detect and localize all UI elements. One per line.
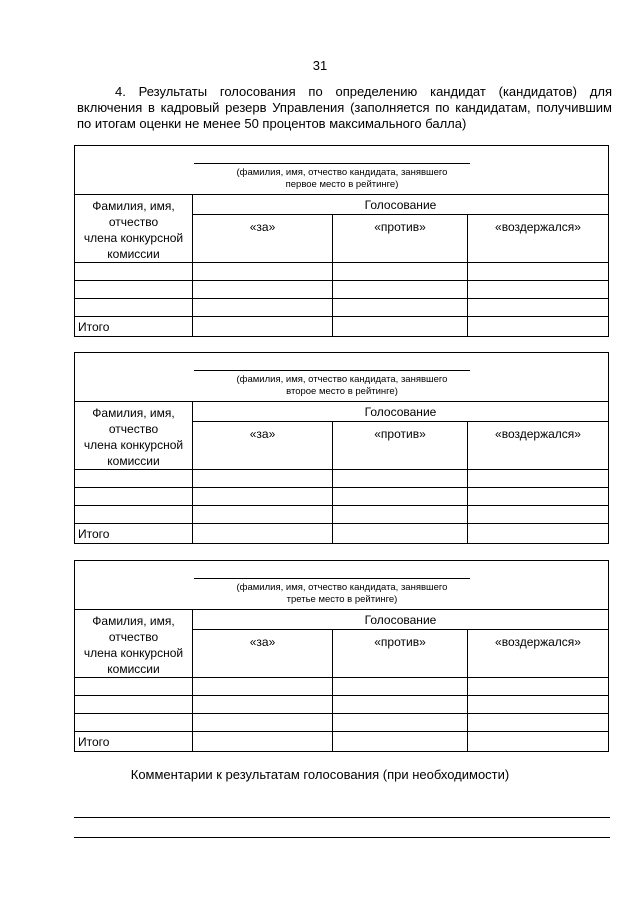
table-row — [75, 696, 609, 714]
total-against-cell[interactable] — [333, 524, 468, 544]
against-cell[interactable] — [333, 488, 468, 506]
voting-table-third-place — [74, 560, 609, 752]
for-cell[interactable] — [193, 281, 333, 299]
page-number: 31 — [312, 58, 328, 73]
against-cell[interactable] — [333, 678, 468, 696]
for-header: «за» — [193, 215, 333, 263]
member-cell[interactable] — [75, 281, 193, 299]
abstained-cell[interactable] — [468, 678, 609, 696]
total-for-cell[interactable] — [193, 732, 333, 752]
total-abstained-cell[interactable] — [468, 317, 609, 337]
table-row — [75, 678, 609, 696]
for-cell[interactable] — [193, 470, 333, 488]
abstained-header: «воздержался» — [468, 630, 609, 678]
member-column-header: Фамилия, имя, отчество члена конкурсной комиссии — [75, 195, 193, 263]
against-header: «против» — [333, 422, 468, 470]
abstained-cell[interactable] — [468, 714, 609, 732]
member-cell[interactable] — [75, 714, 193, 732]
member-cell[interactable] — [75, 299, 193, 317]
table-row — [75, 281, 609, 299]
for-cell[interactable] — [193, 678, 333, 696]
total-row — [75, 524, 609, 544]
total-abstained-cell[interactable] — [468, 732, 609, 752]
total-against-cell[interactable] — [333, 317, 468, 337]
abstained-header: «воздержался» — [468, 215, 609, 263]
voting-header: Голосование — [193, 402, 609, 422]
against-cell[interactable] — [333, 696, 468, 714]
candidate-caption: (фамилия, имя, отчество кандидата, занявшего второе место в рейтинге) — [236, 374, 448, 397]
voting-header: Голосование — [193, 195, 609, 215]
table-row — [75, 263, 609, 281]
abstained-cell[interactable] — [468, 506, 609, 524]
abstained-cell[interactable] — [468, 263, 609, 281]
candidate-name-cell[interactable] — [75, 146, 609, 195]
candidate-caption: (фамилия, имя, отчество кандидата, занявшего третье место в рейтинге) — [236, 582, 448, 605]
member-cell[interactable] — [75, 470, 193, 488]
against-cell[interactable] — [333, 506, 468, 524]
total-row — [75, 317, 609, 337]
for-cell[interactable] — [193, 488, 333, 506]
for-cell[interactable] — [193, 506, 333, 524]
for-header: «за» — [193, 630, 333, 678]
against-cell[interactable] — [333, 299, 468, 317]
member-cell[interactable] — [75, 263, 193, 281]
against-cell[interactable] — [333, 470, 468, 488]
comment-line[interactable] — [74, 817, 610, 818]
against-header: «против» — [333, 630, 468, 678]
for-cell[interactable] — [193, 714, 333, 732]
against-cell[interactable] — [333, 714, 468, 732]
against-header: «против» — [333, 215, 468, 263]
abstained-cell[interactable] — [468, 470, 609, 488]
voting-table-second-place — [74, 352, 609, 544]
candidate-name-cell[interactable] — [75, 561, 609, 610]
total-abstained-cell[interactable] — [468, 524, 609, 544]
for-cell[interactable] — [193, 263, 333, 281]
for-header: «за» — [193, 422, 333, 470]
table-row — [75, 299, 609, 317]
candidate-caption: (фамилия, имя, отчество кандидата, занявшего первое место в рейтинге) — [236, 167, 448, 190]
member-cell[interactable] — [75, 488, 193, 506]
total-for-cell[interactable] — [193, 524, 333, 544]
table-row — [75, 470, 609, 488]
against-cell[interactable] — [333, 263, 468, 281]
total-label: Итого — [75, 524, 193, 544]
member-cell[interactable] — [75, 678, 193, 696]
total-row — [75, 732, 609, 752]
member-cell[interactable] — [75, 506, 193, 524]
voting-table-first-place — [74, 145, 609, 337]
member-column-header: Фамилия, имя, отчество члена конкурсной комиссии — [75, 402, 193, 470]
candidate-name-cell[interactable] — [75, 353, 609, 402]
table-row — [75, 714, 609, 732]
total-for-cell[interactable] — [193, 317, 333, 337]
abstained-cell[interactable] — [468, 696, 609, 714]
member-cell[interactable] — [75, 696, 193, 714]
comment-line[interactable] — [74, 837, 610, 838]
for-cell[interactable] — [193, 299, 333, 317]
for-cell[interactable] — [193, 696, 333, 714]
comments-heading: Комментарии к результатам голосования (при необходимости) — [130, 767, 510, 782]
abstained-cell[interactable] — [468, 281, 609, 299]
abstained-cell[interactable] — [468, 488, 609, 506]
total-label: Итого — [75, 732, 193, 752]
abstained-header: «воздержался» — [468, 422, 609, 470]
total-label: Итого — [75, 317, 193, 337]
voting-header: Голосование — [193, 610, 609, 630]
candidate-name-line — [194, 370, 470, 371]
member-column-header: Фамилия, имя, отчество члена конкурсной комиссии — [75, 610, 193, 678]
section-heading: 4. Результаты голосования по определению кандидат (кандидатов) для включения в кадровый резерв Управления (заполняется по кандидатам, получившим по итогам оценки не менее 50 процентов максимального балла) — [77, 84, 612, 131]
against-cell[interactable] — [333, 281, 468, 299]
abstained-cell[interactable] — [468, 299, 609, 317]
candidate-name-line — [194, 163, 470, 164]
table-row — [75, 488, 609, 506]
total-against-cell[interactable] — [333, 732, 468, 752]
candidate-name-line — [194, 578, 470, 579]
table-row — [75, 506, 609, 524]
